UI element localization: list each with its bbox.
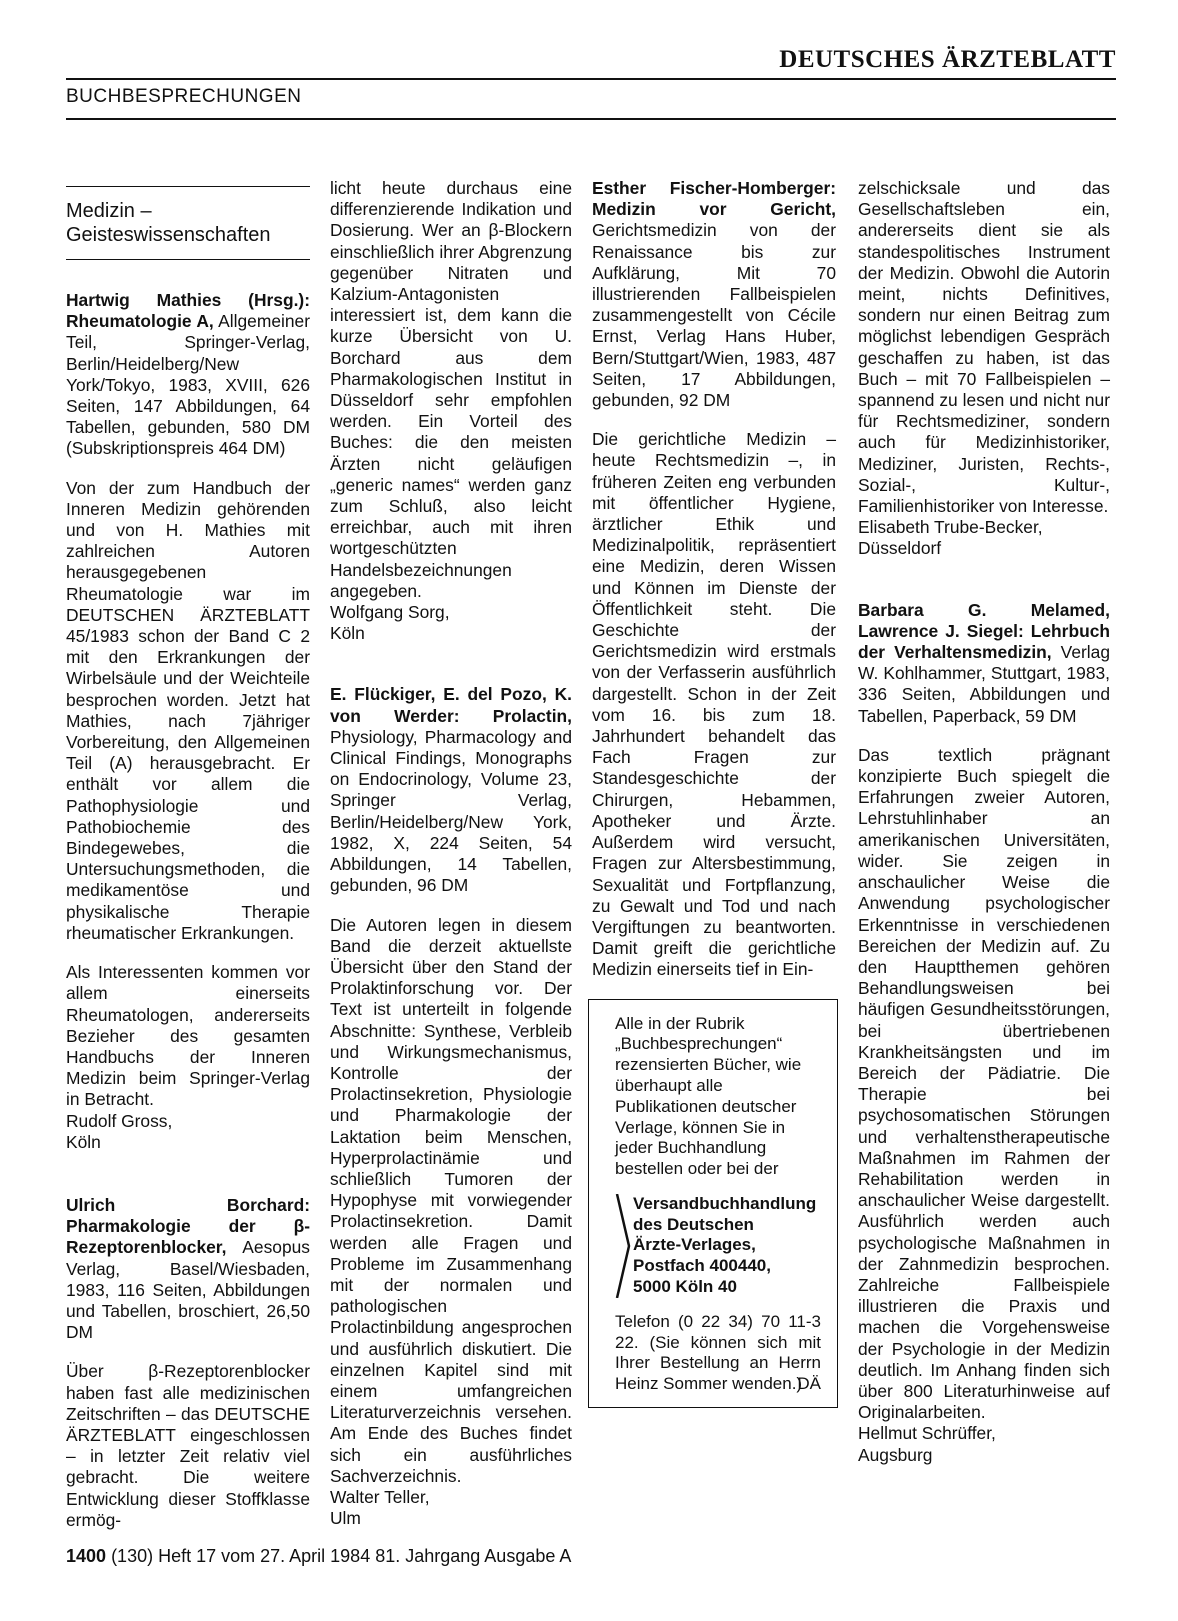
review-title: Esther Fischer-Homberger: Medizin vor Gericht,	[592, 178, 836, 220]
page-footer	[66, 1546, 571, 1567]
notice-mark: DÄ	[797, 1374, 821, 1394]
review-title: E. Flückiger, E. del Pozo, K. von Werder: Prolactin,	[330, 684, 572, 726]
review-paragraph-part-2: zelschicksale und das Gesellschaftsleben ein, andererseits dient sie als standespolitisches Instrument der Medizin. Obwohl die Autorin meint, nichts Definitives, sondern nur einen Beitrag zum möglichst lebendigen Gespräch geschaffen zu haben, ist das Buch – mit 70 Fallbeispielen – spannend zu lesen und nicht nur für Rechtsmediziner, sondern auch für Medizinhistoriker, Mediziner, Juristen, Rechts-, Sozial-, Kultur-, Familienhistoriker von Interesse.	[858, 178, 1110, 517]
review-paragraph: Das textlich prägnant konzipierte Buch spiegelt die Erfahrungen zweier Autoren, Lehrstuhlinhaber an amerikanischen Universitäten, wider. Sie zeigen in anschaulicher Weise die Anwendung psychologischer Erkenntnisse in verschiedenen Bereichen der Medizin auf. Zu den Hauptthemen gehören Behandlungsweisen bei häufigen Gesundheitsstörungen, bei übertriebenen Krankheitsängsten und im Bereich der Pädiatrie. Die Therapie bei psychosomatischen Störungen und verhaltenstherapeutische Maßnahmen im Rahmen der Rehabilitation werden in anschaulicher Weise dargestellt. Ausführlich werden auch psychologische Maßnahmen in der Zahnmedizin besprochen. Zahlreiche Fallbeispiele illustrieren die Praxis und machen die Vorgehensweise der Psychologie in der Medizin deutlich. Im Anhang finden sich über 800 Literaturhinweise auf Originalarbeiten.	[858, 744, 1110, 1423]
signature-name: Wolfgang Sorg,	[330, 602, 450, 623]
review-signature	[330, 1487, 572, 1529]
review-details: Gerichtsmedizin von der Renaissance bis zur Aufklärung, Mit 70 illustrierenden Fallbeispielen zusammengestellt von Cécile Ernst, Verlag Hans Huber, Bern/Stuttgart/Wien, 1983, 487 Seiten, 17 Abbildungen, gebunden, 92 DM	[592, 220, 836, 411]
address-line: Ärzte-Verlages,	[633, 1235, 756, 1255]
bracket-icon	[615, 1194, 633, 1298]
review-paragraph: Von der zum Handbuch der Inneren Medizin gehörenden und von H. Mathies mit zahlreichen Autoren herausgegebenen Rheumatologie war im DEUTSCHEN ÄRZTEBLATT 45/1983 schon der Band C 2 mit den Erkrankungen der Wirbelsäule und der Weichteile besprochen worden. Jetzt hat Mathies, nach 7jähriger Vorbereitung, den Allgemeinen Teil (A) herausgebracht. Er enthält vor allem die Pathophysiologie und Pathobiochemie des Bindegewebes, die Untersuchungsmethoden, die medikamentöse und physikalische Therapie rheumatischer Erkrankungen.	[66, 477, 310, 943]
category-box	[66, 186, 310, 260]
review-paragraph: Als Interessenten kommen vor allem einerseits Rheumatologen, andererseits Bezieher des gesamten Handbuchs der Inneren Medizin beim Springer-Verlag in Betracht.	[66, 962, 310, 1110]
address-line: Postfach 400440,	[633, 1256, 771, 1276]
page-number: 1400	[66, 1546, 107, 1566]
column-2	[330, 178, 572, 1547]
review-paragraph-part-1: Die gerichtliche Medizin – heute Rechtsmedizin –, in früheren Zeiten eng verbunden mit öffentlicher Hygiene, ärztlicher Ethik und Medizinalpolitik, repräsentiert eine Medizin, deren Wissen und Können im Dienste der Öffentlichkeit steht. Die Geschichte der Gerichtsmedizin wird erstmals von der Verfasserin ausführlich dargestellt. Schon in der Zeit vom 16. bis zum 18. Jahrhundert behandelt das Fach Fragen zur Standesgeschichte der Chirurgen, Hebammen, Apotheker und Ärzte. Außerdem wird versucht, Fragen zur Altersbestimmung, Sexualität und Fortpflanzung, zu Gewalt und Tod und nach Vergiftungen zu beantworten. Damit greift die gerichtliche Medizin einerseits tief in Ein-	[592, 429, 836, 980]
signature-name: Rudolf Gross,	[66, 1110, 173, 1131]
review-header	[330, 684, 572, 896]
review-signature	[858, 517, 1110, 559]
review-signature	[330, 602, 572, 644]
signature-name: Elisabeth Trube-Becker,	[858, 517, 1043, 538]
review-header	[66, 1195, 310, 1343]
order-notice-box	[588, 999, 838, 1408]
review-title: Ulrich Borchard: Pharmakologie der β-Rezeptorenblocker,	[66, 1194, 310, 1258]
review-details: Allgemeiner Teil, Springer-Verlag, Berlin/Heidelberg/New York/Tokyo, 1983, XVIII, 626 Seiten, 147 Abbildungen, 64 Tabellen, gebunden, 580 DM (Subskriptionspreis 464 DM)	[66, 311, 311, 459]
review-paragraph-part-1: Über β-Rezeptorenblocker haben fast alle medizinischen Zeitschriften – das DEUTSCHE ÄRZTEBLATT eingeschlossen – in letzter Zeit relativ viel gebracht. Die weitere Entwicklung dieser Stoffklasse ermög-	[66, 1361, 310, 1530]
masthead: DEUTSCHES ÄRZTEBLATT	[779, 46, 1116, 73]
review-header	[858, 600, 1110, 727]
notice-address	[633, 1194, 816, 1298]
review-details: Verlag W. Kohlhammer, Stuttgart, 1983, 336 Seiten, Abbildungen und Tabellen, Paperback, 59 DM	[858, 642, 1110, 726]
notice-address-block	[615, 1194, 821, 1298]
section-rule	[66, 118, 1116, 120]
issue-info: (130) Heft 17 vom 27. April 1984 81. Jahrgang Ausgabe A	[111, 1546, 572, 1566]
column-1	[66, 186, 310, 1531]
address-line: des Deutschen	[633, 1214, 754, 1234]
review-title: Hartwig Mathies (Hrsg.): Rheumatologie A,	[66, 290, 310, 332]
address-line: 5000 Köln 40	[633, 1277, 737, 1297]
notice-contact: Telefon (0 22 34) 70 11-3 22. (Sie können sich mit Ihrer Bestellung an Herrn Heinz Sommer wenden.)	[615, 1311, 821, 1394]
review-header	[66, 290, 310, 460]
category-title-line-2: Geisteswissenschaften	[66, 224, 271, 246]
review-signature	[66, 1111, 310, 1153]
section-label: BUCHBESPRECHUNGEN	[66, 86, 302, 107]
review-details: Physiology, Pharmacology and Clinical Findings, Monographs on Endocrinology, Volume 23, Springer Verlag, Berlin/Heidelberg/New York, 1982, X, 224 Seiten, 54 Abbildungen, 14 Tabellen, gebunden, 96 DM	[330, 726, 572, 896]
signature-place: Ulm	[330, 1508, 361, 1529]
address-line: Versandbuchhandlung	[633, 1193, 817, 1213]
signature-place: Köln	[330, 623, 365, 644]
signature-place: Düsseldorf	[858, 538, 942, 559]
signature-name: Hellmut Schrüffer,	[858, 1423, 996, 1444]
column-4	[858, 178, 1110, 1484]
notice-intro: Alle in der Rubrik „Buchbesprechungen“ rezensierten Bücher, wie überhaupt alle Publikationen deutscher Verlage, können Sie in jeder Buchhandlung bestellen oder bei der	[615, 1013, 802, 1179]
review-title: Barbara G. Melamed, Lawrence J. Siegel: Lehrbuch der Verhaltensmedizin,	[858, 599, 1110, 663]
signature-place: Köln	[66, 1131, 101, 1152]
review-details: Aesopus Verlag, Basel/Wiesbaden, 1983, 116 Seiten, Abbildungen und Tabellen, broschiert, 26,50 DM	[66, 1237, 310, 1343]
signature-name: Walter Teller,	[330, 1486, 430, 1507]
review-signature	[858, 1423, 1110, 1465]
review-header	[592, 178, 836, 411]
review-paragraph-part-2: licht heute durchaus eine differenzierende Indikation und Dosierung. Wer an β-Blockern einschließlich ihrer Abgrenzung gegenüber Nitraten und Kalzium-Antagonisten interessiert ist, dem kann die kurze Übersicht von U. Borchard aus dem Pharmakologischen Institut in Düsseldorf sehr empfohlen werden. Ein Vorteil des Buches: die den meisten Ärzten nicht geläufigen „generic names“ werden ganz zum Schluß, also leicht erreichbar, auch mit ihren wortgeschützten Handelsbezeichnungen angegeben.	[330, 178, 572, 601]
category-title-line-1: Medizin –	[66, 200, 152, 222]
signature-place: Augsburg	[858, 1444, 933, 1465]
review-paragraph: Die Autoren legen in diesem Band die derzeit aktuellste Übersicht über den Stand der Prolaktinforschung vor. Der Text ist unterteilt in folgende Abschnitte: Synthese, Verbleib und Wirkungsmechanismus, Kontrolle der Prolactinsekretion, Physiologie und Pharmakologie der Laktation beim Menschen, Hyperprolactinämie und schließlich Tumoren der Hypophyse mit vorwiegender Prolactinsekretion. Damit werden alle Fragen und Probleme im Zusammenhang mit der normalen und pathologischen Prolactinbildung angesprochen und ausführlich diskutiert. Die einzelnen Kapitel sind mit einem umfangreichen Literaturverzeichnis versehen. Am Ende des Buches findet sich ein ausführliches Sachverzeichnis.	[330, 914, 572, 1486]
column-3	[592, 178, 836, 1408]
masthead-rule	[66, 78, 1116, 80]
